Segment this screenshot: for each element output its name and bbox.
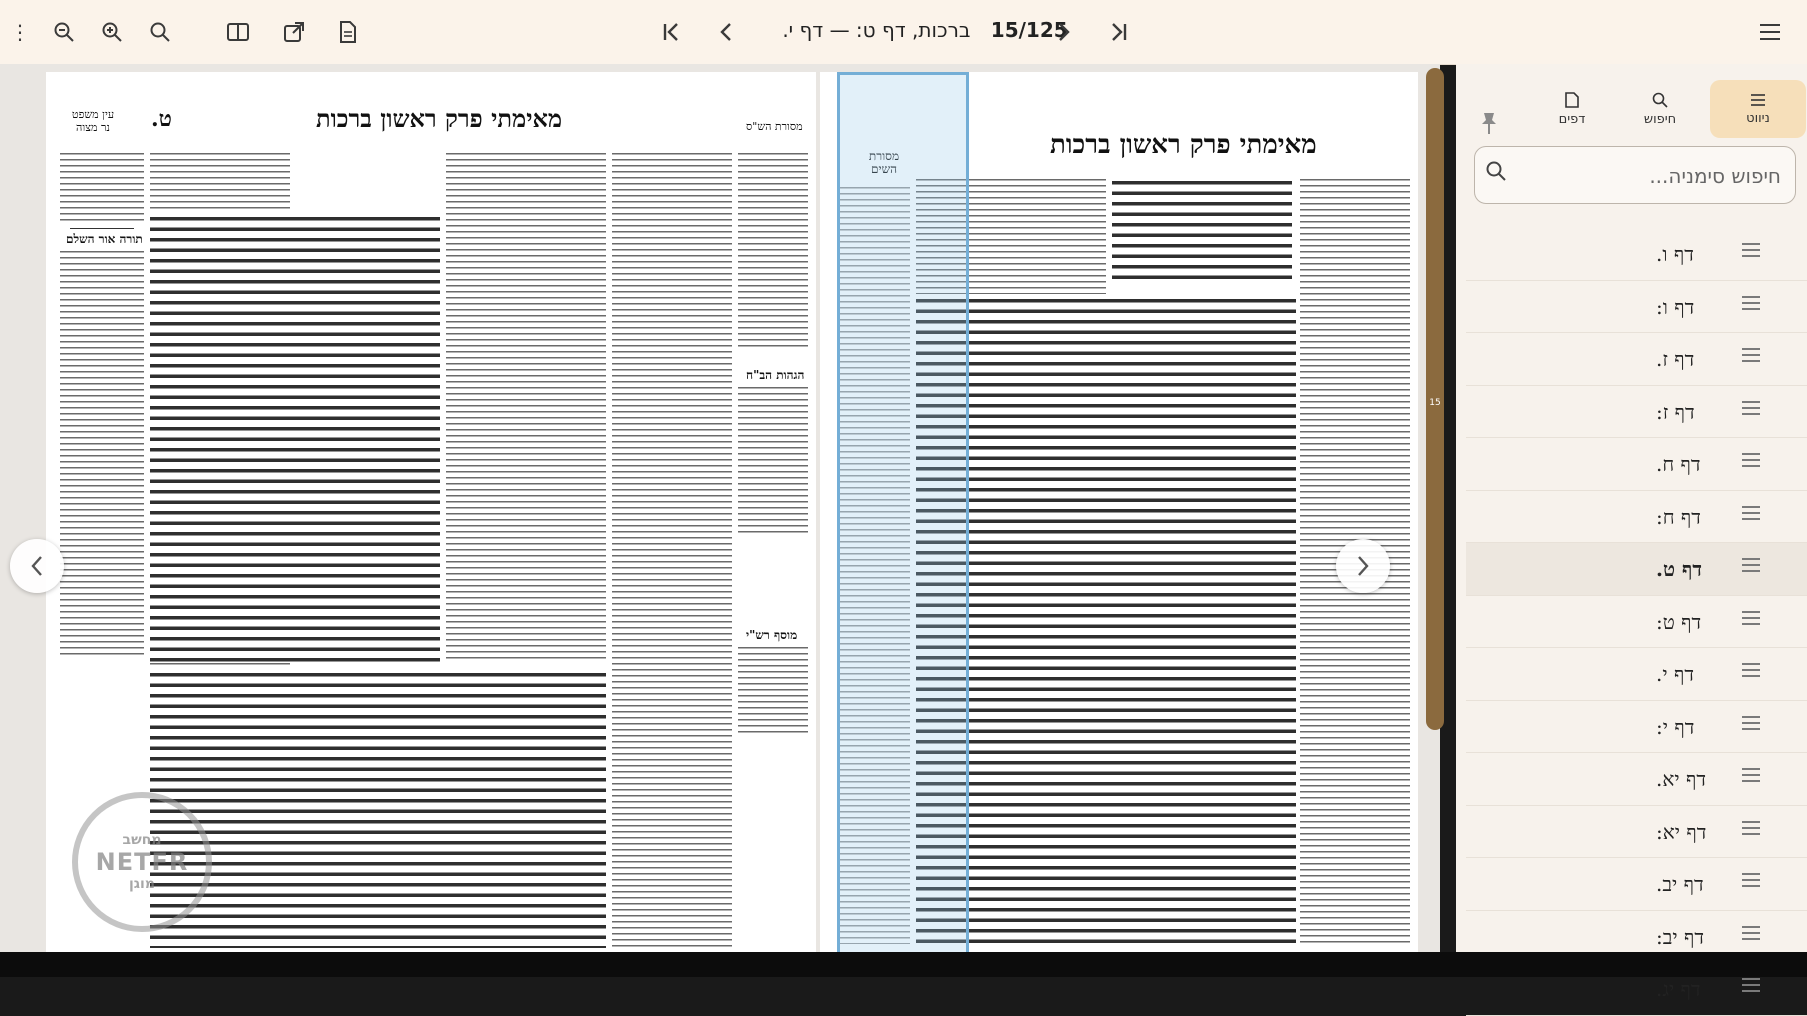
folio-list-item[interactable] xyxy=(1466,648,1807,701)
list-icon xyxy=(1742,348,1760,362)
stamp-text-top: מחשב xyxy=(122,832,162,848)
list-icon xyxy=(1742,716,1760,730)
first-page-icon[interactable] xyxy=(654,14,690,50)
folio-list-item[interactable] xyxy=(1466,333,1807,386)
folio-list-item-label: דף יא: xyxy=(1656,819,1707,844)
masoret-column xyxy=(738,150,808,350)
musaf-rashi-label: מוסף רש"י xyxy=(746,628,798,642)
tab-pages-label: דפים xyxy=(1558,111,1586,127)
folio-list-item-label: דף י. xyxy=(1656,662,1694,686)
folio-list-item-label: דף יא. xyxy=(1656,767,1706,791)
rashi-column xyxy=(446,150,606,662)
folio-title: ברכות, דף ט: — דף י. xyxy=(782,18,971,42)
bookmark-search-input[interactable] xyxy=(1519,155,1783,197)
scroll-marker: 15 xyxy=(1429,398,1441,408)
folio-list-item-label: דף ט: xyxy=(1656,609,1702,634)
search-icon xyxy=(1652,92,1668,112)
list-icon xyxy=(1742,558,1760,572)
folio-list-item-label: דף ט. xyxy=(1656,557,1702,581)
gemara-main-column-lower xyxy=(150,668,606,948)
file-icon xyxy=(1565,92,1579,112)
torah-or-column xyxy=(60,248,144,658)
hagahot-label: הגהות הב"ח xyxy=(746,368,805,382)
divider xyxy=(70,228,134,229)
zoom-in-icon[interactable] xyxy=(94,14,130,50)
folio-number: ט. xyxy=(151,106,172,132)
last-page-icon[interactable] xyxy=(1100,14,1136,50)
page-counter: 15/125 xyxy=(990,18,1068,42)
commentary-column xyxy=(612,150,732,948)
search-icon[interactable] xyxy=(142,14,178,50)
folio-list-item[interactable] xyxy=(1466,491,1807,544)
stamp-text-mid: NETFR xyxy=(95,848,189,876)
gemara-top-right xyxy=(1112,176,1292,286)
list-icon xyxy=(1742,453,1760,467)
torah-or-label: תורה אור השלם xyxy=(66,232,143,246)
chevron-left-icon[interactable] xyxy=(708,14,744,50)
sidebar-panel xyxy=(1456,64,1807,1001)
tab-search[interactable] xyxy=(1612,80,1708,138)
folio-list-item-label: דף ו. xyxy=(1656,242,1694,266)
list-icon xyxy=(1742,926,1760,940)
zoom-out-icon[interactable] xyxy=(46,14,82,50)
folio-list-item[interactable] xyxy=(1466,438,1807,491)
folio-list-item[interactable] xyxy=(1466,806,1807,859)
masoret-hashas-label: מסורת הש"ס xyxy=(746,120,803,133)
list-icon xyxy=(1742,506,1760,520)
folio-list-item-label: דף ז: xyxy=(1656,399,1695,424)
stamp-text-bottom: מוגן xyxy=(129,876,155,892)
list-icon xyxy=(1742,296,1760,310)
sidebar-tabs xyxy=(1456,80,1807,138)
list-icon xyxy=(1742,873,1760,887)
chevron-right-icon[interactable] xyxy=(1046,14,1082,50)
bookmark-search xyxy=(1474,146,1796,204)
list-icon xyxy=(1742,663,1760,677)
folio-list-item-label: דף יב. xyxy=(1656,872,1704,896)
document-viewer[interactable] xyxy=(0,64,1440,952)
folio-list-item-label: דף יג. xyxy=(1656,977,1701,1001)
tab-navigation-label: ניווט xyxy=(1746,110,1770,126)
folio-list-item[interactable] xyxy=(1466,228,1807,281)
chapter-header: מאימתי פרק ראשון ברכות xyxy=(316,104,563,133)
tab-search-label: חיפוש xyxy=(1643,111,1677,127)
ein-mishpat-column xyxy=(60,150,144,222)
document-icon[interactable] xyxy=(330,14,366,50)
netfree-stamp xyxy=(72,792,212,932)
open-external-icon[interactable] xyxy=(276,14,312,50)
more-vertical-icon[interactable]: ⋮ xyxy=(10,20,30,44)
ein-mishpat-label: עין משפט נר מצוה xyxy=(71,108,115,134)
tab-navigation[interactable] xyxy=(1710,80,1806,138)
masoret-hashas-right-label: מסורת השים xyxy=(868,149,900,176)
musaf-rashi-column xyxy=(738,644,808,734)
scroll-rail[interactable] xyxy=(1426,68,1444,730)
gemara-main-column-upper xyxy=(150,212,440,662)
folio-list-item-label: דף ו: xyxy=(1656,294,1695,319)
tab-pages[interactable] xyxy=(1524,80,1620,138)
search-icon xyxy=(1485,160,1507,188)
folio-list-item[interactable] xyxy=(1466,858,1807,911)
folio-list-item-label: דף ח. xyxy=(1656,452,1701,476)
pin-icon[interactable] xyxy=(1474,108,1504,138)
hagahot-column xyxy=(738,384,808,534)
selection-highlight[interactable] xyxy=(837,72,969,977)
chapter-header-right: מאימתי פרק ראשון ברכות xyxy=(1050,130,1317,160)
next-page-arrow[interactable] xyxy=(1336,539,1390,593)
folio-list-item[interactable] xyxy=(1466,543,1807,596)
folio-list xyxy=(1466,228,1807,1016)
bottom-bar xyxy=(0,952,1807,977)
list-icon xyxy=(1742,821,1760,835)
folio-list-item[interactable] xyxy=(1466,596,1807,649)
gemara-main-right xyxy=(916,294,1296,944)
split-view-icon[interactable] xyxy=(220,14,256,50)
folio-list-item-label: דף י: xyxy=(1656,714,1695,739)
folio-list-item-label: דף ז. xyxy=(1656,347,1695,371)
list-icon xyxy=(1742,768,1760,782)
list-icon xyxy=(1742,401,1760,415)
folio-list-item[interactable] xyxy=(1466,753,1807,806)
hamburger-menu-icon[interactable] xyxy=(1752,14,1788,50)
page-berakhot-9a xyxy=(46,72,816,952)
prev-page-arrow[interactable] xyxy=(10,539,64,593)
folio-list-item[interactable] xyxy=(1466,701,1807,754)
list-icon xyxy=(1742,243,1760,257)
hamburger-icon xyxy=(1750,93,1766,111)
list-icon xyxy=(1742,611,1760,625)
top-toolbar xyxy=(0,0,1807,65)
list-icon xyxy=(1742,978,1760,992)
folio-list-item-label: דף ח: xyxy=(1656,504,1701,529)
folio-list-item-label: דף יב: xyxy=(1656,924,1704,949)
page-title xyxy=(760,18,1090,42)
folio-list-item[interactable] xyxy=(1466,386,1807,439)
folio-list-item[interactable] xyxy=(1466,281,1807,334)
